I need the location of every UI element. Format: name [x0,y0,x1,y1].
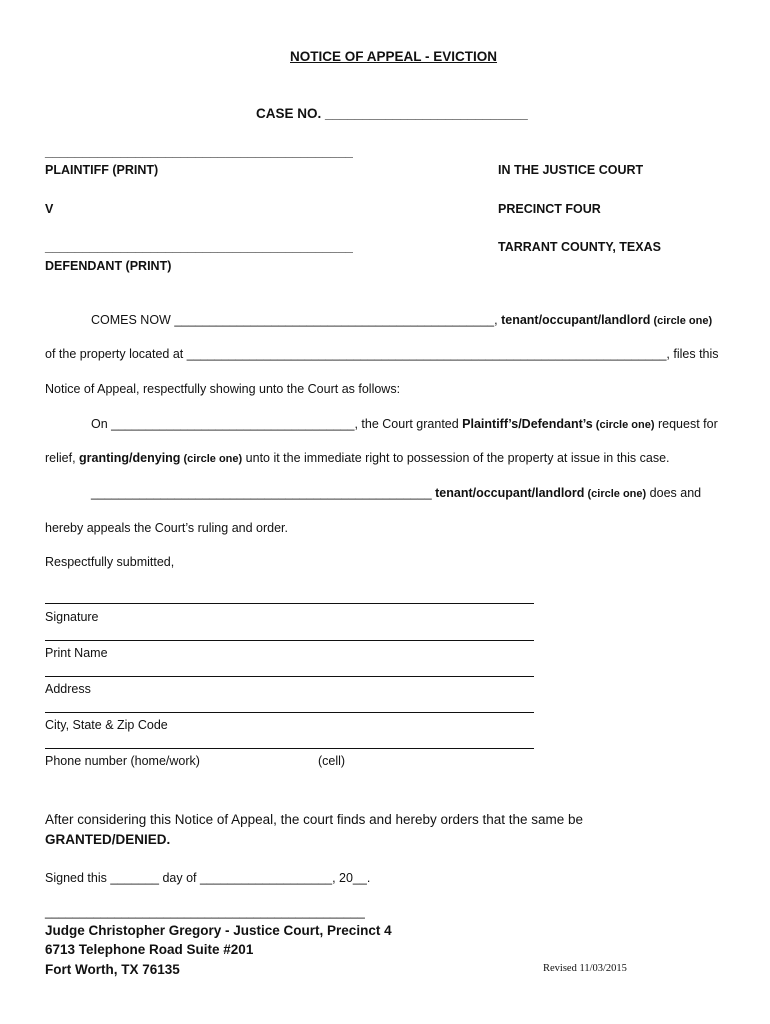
relief-line [45,451,670,465]
appellant-line[interactable] [91,486,701,500]
granted-party-options: Plaintiff’s/Defendant’s [462,417,593,431]
circle-one-note: (circle one) [650,315,713,327]
relief-text: relief, [45,451,80,465]
versus-label: V [45,202,54,216]
judge-signature-line[interactable]: ______________________________________________ [45,905,365,919]
comes-now-text: COMES NOW ______________________________________________, [91,313,502,327]
granted-denied-options: GRANTED/DENIED. [45,832,171,847]
defendant-line[interactable]: _________________________________________ [45,239,353,254]
signature-rule[interactable] [45,603,534,604]
judgment-date-line[interactable] [91,417,718,431]
appellant-blank: _________________________________________________ [91,486,436,500]
circle-one-note: (circle one) [180,453,243,465]
phone-rule[interactable] [45,748,534,749]
court-precinct: PRECINCT FOUR [498,202,601,216]
revision-date: Revised 11/03/2015 [543,963,627,974]
property-line[interactable]: of the property located at _____________________________________________________________________, files this [45,347,719,361]
circle-one-note: (circle one) [584,488,647,500]
case-number[interactable]: CASE NO. ___________________________ [256,106,528,121]
comes-now-line[interactable] [91,313,712,327]
party-role-options: tenant/occupant/landlord [501,313,651,327]
address-rule[interactable] [45,676,534,677]
request-for-text: request for [654,417,718,431]
granting-denying-options: granting/denying [79,451,181,465]
signature-label: Signature [45,610,99,624]
circle-one-note: (circle one) [592,419,655,431]
notice-intro: Notice of Appeal, respectfully showing unto the Court as follows: [45,382,401,396]
phone-label: Phone number (home/work) [45,754,200,768]
plaintiff-line[interactable]: _________________________________________ [45,144,353,159]
appellant-role-options: tenant/occupant/landlord [435,486,585,500]
signed-date-line[interactable]: Signed this _______ day of ___________________, 20__. [45,871,371,885]
respectfully-submitted: Respectfully submitted, [45,555,175,569]
judge-name: Judge Christopher Gregory - Justice Court, Precinct 4 [45,923,392,938]
court-street-address: 6713 Telephone Road Suite #201 [45,942,254,957]
address-label: Address [45,682,91,696]
does-and-text: does and [646,486,702,500]
relief-rest-text: unto it the immediate right to possession of the property at issue in this case. [242,451,670,465]
print-name-label: Print Name [45,646,108,660]
court-county: TARRANT COUNTY, TEXAS [498,240,661,254]
order-statement: After considering this Notice of Appeal, the court finds and hereby orders that the same be [45,812,584,827]
city-state-zip-label: City, State & Zip Code [45,718,168,732]
appeal-statement: hereby appeals the Court’s ruling and order. [45,521,288,535]
plaintiff-label: PLAINTIFF (PRINT) [45,163,159,177]
document-title: NOTICE OF APPEAL - EVICTION [290,49,498,64]
city-rule[interactable] [45,712,534,713]
print-name-rule[interactable] [45,640,534,641]
cell-label: (cell) [318,754,346,768]
defendant-label: DEFENDANT (PRINT) [45,259,172,273]
court-name: IN THE JUSTICE COURT [498,163,644,177]
court-city-address: Fort Worth, TX 76135 [45,962,180,977]
judgment-date-text: On ___________________________________, the Court granted [91,417,463,431]
